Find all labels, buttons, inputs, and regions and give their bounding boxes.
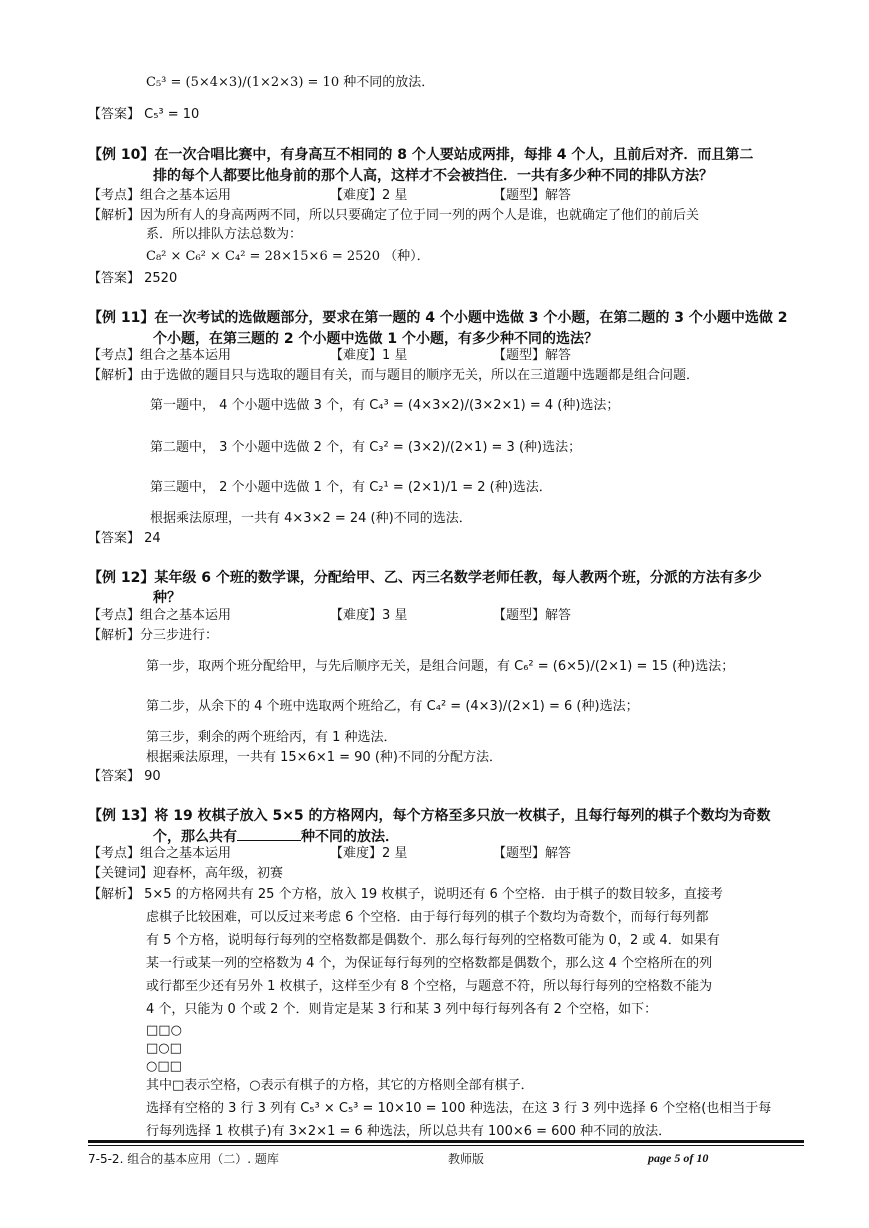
- jiexi: 【解析】 5×5 的方格网共有 25 个方格，放入 19 枚棋子，说明还有 6 个空格．由于棋子的数目较多，直接考: [88, 887, 723, 902]
- formula-line: 第一步，取两个班分配给甲，与先后顺序无关，是组合问题，有 C₆² = (6×5)/(2×1) = 15 (种)选法；: [146, 659, 735, 674]
- line: 或行都至少还有另外 1 枚棋子，这样至少有 8 个空格，与题意不符，所以每行每列的空格数不能为: [146, 979, 713, 994]
- tixing: 【题型】解答: [493, 608, 572, 623]
- example-11-title: 个小题，在第三题的 2 个小题中选做 1 个小题，有多少种不同的选法？: [153, 331, 598, 347]
- footer-left: 7-5-2. 组合的基本应用（二）. 题库: [88, 1152, 279, 1166]
- example-13-title: 【例 13】将 19 枚棋子放入 5×5 的方格网内，每个方格至多只放一枚棋子，且每行每列的棋子个数均为奇数: [88, 808, 771, 824]
- example-12-title: 种？: [153, 590, 181, 606]
- formula-line: 第二步，从余下的 4 个班中选取两个班给乙，有 C₄² = (4×3)/(2×1) = 6 (种)选法；: [146, 699, 639, 714]
- line: 行每列选择 1 枚棋子)有 3×2×1 = 6 种选法，所以总共有 100×6 = 600 种不同的放法．: [146, 1124, 672, 1139]
- formula-line: 第一题中， 4 个小题中选做 3 个，有 C₄³ = (4×3×2)/(3×2×1) = 4 (种)选法；: [150, 398, 620, 413]
- kaodian: 【考点】组合之基本运用: [88, 846, 232, 861]
- answer-line: 【答案】 C₅³ = 10: [88, 107, 200, 122]
- page-number: page 5 of 10: [648, 1151, 709, 1165]
- answer-blank: [237, 828, 301, 841]
- footer-rule: [88, 1145, 804, 1146]
- kaodian: 【考点】组合之基本运用: [88, 608, 232, 623]
- line: 根据乘法原理，一共有 4×3×2 = 24 (种)不同的选法．: [150, 511, 472, 526]
- kaodian: 【考点】组合之基本运用: [88, 188, 232, 203]
- example-10-title: 排的每个人都要比他身前的那个人高，这样才不会被挡住．一共有多少种不同的排队方法？: [153, 168, 713, 184]
- nandu: 【难度】1 星: [330, 348, 408, 363]
- example-10-title: 【例 10】在一次合唱比赛中，有身高互不相同的 8 个人要站成两排，每排 4 个人，且前后对齐．而且第二: [88, 147, 754, 163]
- answer-line: 【答案】 24: [88, 531, 161, 546]
- line: 根据乘法原理，一共有 15×6×1 = 90 (种)不同的分配方法．: [146, 750, 502, 765]
- kaodian: 【考点】组合之基本运用: [88, 348, 232, 363]
- grid-row: □□○: [146, 1023, 182, 1038]
- formula-line: 第三题中， 2 个小题中选做 1 个，有 C₂¹ = (2×1)/1 = 2 (种)选法．: [150, 480, 552, 495]
- line: C₅³ = (5×4×3)/(1×2×3) = 10 种不同的放法．: [146, 75, 435, 90]
- keywords: 【关键词】迎春杯，高年级，初赛: [88, 866, 284, 881]
- formula-line: 第二题中， 3 个小题中选做 2 个，有 C₃² = (3×2)/(2×1) = 3 (种)选法；: [150, 440, 582, 455]
- example-12-title: 【例 12】某年级 6 个班的数学课，分配给甲、乙、丙三名数学老师任教，每人教两个班，分派的方法有多少: [88, 570, 762, 586]
- nandu: 【难度】3 星: [330, 608, 408, 623]
- line: 系．所以排队方法总数为：: [146, 227, 303, 242]
- grid-row: ○□□: [146, 1059, 182, 1074]
- line: 第三步，剩余的两个班给丙，有 1 种选法．: [146, 730, 397, 745]
- footer-center: 教师版: [448, 1152, 485, 1166]
- formula-line: C₈² × C₆² × C₄² = 28×15×6 = 2520 （种）．: [146, 249, 430, 264]
- tixing: 【题型】解答: [493, 846, 572, 861]
- line: 某一行或某一列的空格数为 4 个，为保证每行每列的空格数都是偶数个，那么这 4 个空格所在的列: [146, 956, 713, 971]
- jiexi: 【解析】分三步进行：: [88, 628, 219, 643]
- answer-line: 【答案】 90: [88, 769, 161, 784]
- line: 选择有空格的 3 行 3 列有 C₅³ × C₅³ = 10×10 = 100 种选法，在这 3 行 3 列中选择 6 个空格(也相当于每: [146, 1101, 772, 1116]
- line: 其中□表示空格，○表示有棋子的方格，其它的方格则全部有棋子．: [146, 1078, 534, 1093]
- line: 虑棋子比较困难，可以反过来考虑 6 个空格．由于每行每列的棋子个数均为奇数个，而每行每列都: [146, 910, 709, 925]
- example-11-title: 【例 11】在一次考试的选做题部分，要求在第一题的 4 个小题中选做 3 个小题，在第二题的 3 个小题中选做 2: [88, 310, 788, 326]
- grid-row: □○□: [146, 1041, 182, 1056]
- nandu: 【难度】2 星: [330, 188, 408, 203]
- jiexi: 【解析】因为所有人的身高两两不同，所以只要确定了位于同一列的两个人是谁，也就确定了他们的前后关: [88, 208, 700, 223]
- jiexi: 【解析】由于选做的题目只与选取的题目有关，而与题目的顺序无关，所以在三道题中选题都是组合问题．: [88, 368, 700, 383]
- tixing: 【题型】解答: [493, 188, 572, 203]
- footer-rule: [88, 1140, 804, 1143]
- example-13-title: 个，那么共有 种不同的放法．: [153, 829, 399, 845]
- tixing: 【题型】解答: [493, 348, 572, 363]
- line: 4 个，只能为 0 个或 2 个．则肯定是某 3 行和某 3 列中每行每列各有 2 个空格，如下：: [146, 1002, 658, 1017]
- nandu: 【难度】2 星: [330, 846, 408, 861]
- answer-line: 【答案】 2520: [88, 271, 178, 286]
- line: 有 5 个方格，说明每行每列的空格数都是偶数个．那么每行每列的空格数可能为 0，2 或 4．如果有: [146, 933, 720, 948]
